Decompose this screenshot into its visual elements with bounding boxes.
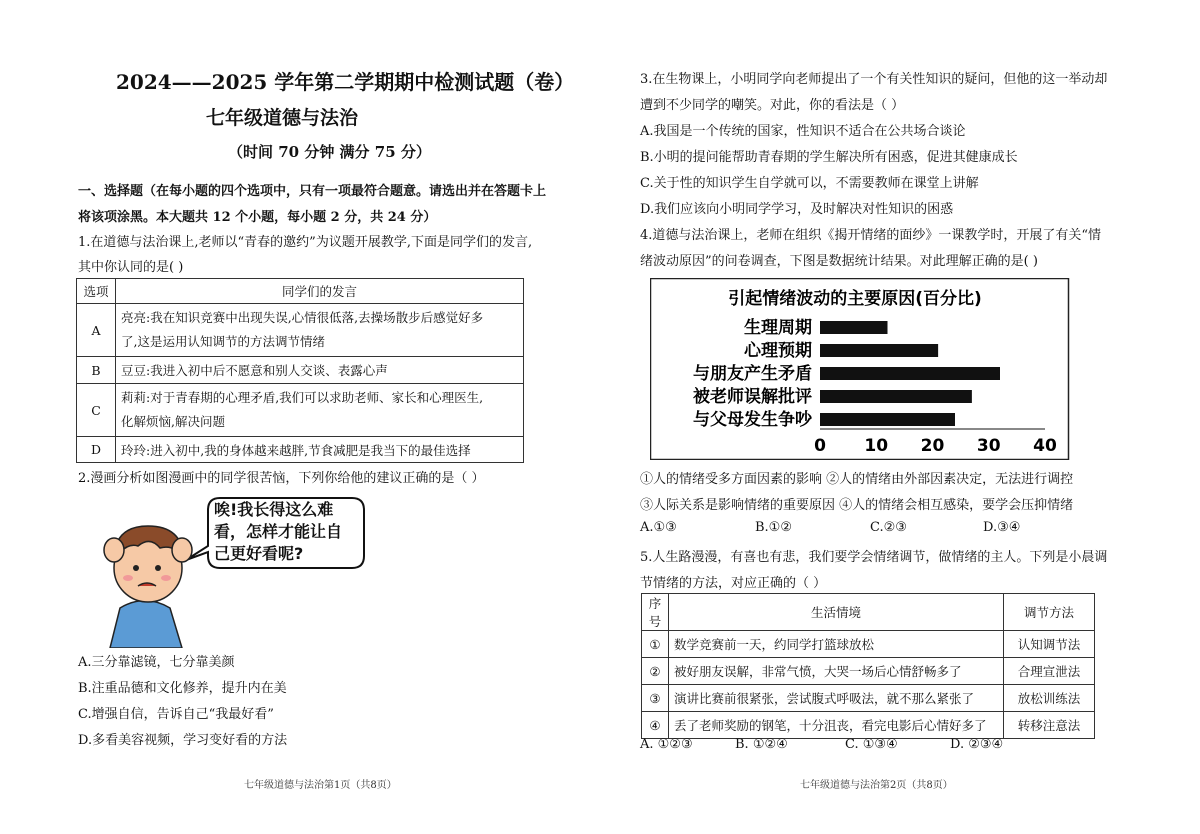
section1-line2: 将该项涂黑。本大题共 12 个小题，每小题 2 分，共 24 分） bbox=[78, 210, 437, 225]
q1-row-d-text1: 玲玲:进入初中,我的身体越来越胖,节食减肥是我当下的最佳选择 bbox=[116, 437, 524, 463]
left-hand bbox=[104, 538, 124, 562]
q5-row1-situation: 数学竞赛前一天，约同学打篮球放松 bbox=[669, 631, 1004, 658]
q1-row-c-text1: 莉莉:对于青春期的心理矛盾,我们可以求助老师、家长和心理医生, bbox=[121, 390, 484, 405]
q1-header-option: 选项 bbox=[77, 279, 116, 304]
q1-row-a-text2: 了,这是运用认知调节的方法调节情绪 bbox=[121, 334, 325, 349]
chart-tick-label: 10 bbox=[864, 436, 889, 456]
chart-tick-label: 20 bbox=[920, 436, 945, 456]
table-row bbox=[642, 712, 1095, 739]
q3-option-c: C.关于性的知识学生自学就可以，不需要教师在课堂上讲解 bbox=[640, 176, 979, 191]
q5-row4-situation: 丢了老师奖励的钢笔，十分沮丧，看完电影后心情好多了 bbox=[669, 712, 1004, 739]
q4-line1: 4.道德与法治课上，老师在组织《揭开情绪的面纱》一课教学时，开展了有关“情 bbox=[640, 228, 1102, 243]
chart-category-label: 生理周期 bbox=[744, 318, 812, 338]
q3-option-b: B.小明的提问能帮助青春期的学生解决所有困惑，促进其健康成长 bbox=[640, 150, 1018, 165]
q5-table bbox=[641, 593, 1095, 739]
q1-row-c-text2: 化解烦恼,解决问题 bbox=[121, 414, 225, 429]
bubble-line2: 看，怎样才能让自 bbox=[214, 522, 343, 541]
table-row bbox=[642, 631, 1095, 658]
right-eye bbox=[155, 565, 161, 571]
exam-subtitle: 七年级道德与法治 bbox=[206, 107, 359, 129]
chart-bar bbox=[820, 367, 1000, 380]
chart-title: 引起情绪波动的主要原因(百分比) bbox=[728, 289, 982, 309]
cheek bbox=[123, 575, 133, 581]
q1-header-speech: 同学们的发言 bbox=[116, 279, 524, 304]
chart-bar bbox=[820, 413, 955, 426]
q3-line1: 3.在生物课上，小明同学向老师提出了一个有关性知识的疑问，但他的这一举动却 bbox=[640, 72, 1108, 87]
q1-table bbox=[76, 278, 524, 463]
q3-option-a: A.我国是一个传统的国家，性知识不适合在公共场合谈论 bbox=[640, 124, 966, 139]
q2-option-a: A.三分靠滤镜，七分靠美颜 bbox=[78, 655, 235, 670]
q5-option-b: B. ①②④ bbox=[735, 737, 788, 752]
q1-row-b-text1: 豆豆:我进入初中后不愿意和别人交谈、表露心声 bbox=[116, 357, 524, 384]
q1-line1: 1.在道德与法治课上,老师以“青春的邀约”为议题开展教学,下面是同学们的发言, bbox=[78, 235, 533, 250]
q1-row-c-option: C bbox=[77, 384, 116, 437]
q1-row-d-option: D bbox=[77, 437, 116, 463]
q5-row4-method: 转移注意法 bbox=[1004, 712, 1095, 739]
q4-statements-line2: ③人际关系是影响情绪的重要原因 ④人的情绪会相互感染，要学会压抑情绪 bbox=[640, 498, 1074, 513]
table-row bbox=[77, 304, 524, 357]
q1-row-a-text1: 亮亮:我在知识竞赛中出现失误,心情很低落,去操场散步后感觉好多 bbox=[121, 310, 484, 325]
boy-shirt bbox=[110, 601, 182, 649]
q4-option-b: B.①② bbox=[755, 520, 792, 535]
q5-row4-index: ④ bbox=[642, 712, 669, 739]
q5-header-situation: 生活情境 bbox=[669, 594, 1004, 631]
chart-tick-label: 0 bbox=[814, 436, 826, 456]
q5-row1-index: ① bbox=[642, 631, 669, 658]
right-hand bbox=[172, 538, 192, 562]
table-row bbox=[77, 384, 524, 437]
chart-bar bbox=[820, 321, 888, 334]
q5-row2-method: 合理宣泄法 bbox=[1004, 658, 1095, 685]
time-info: （时间 70 分钟 满分 75 分） bbox=[228, 143, 431, 161]
q2-option-c: C.增强自信，告诉自己“我最好看” bbox=[78, 707, 274, 722]
q5-header-method: 调节方法 bbox=[1004, 594, 1095, 631]
q5-row2-index: ② bbox=[642, 658, 669, 685]
chart-category-label: 心理预期 bbox=[744, 341, 812, 361]
table-row bbox=[642, 658, 1095, 685]
table-row bbox=[77, 437, 524, 463]
left-footer: 七年级道德与法治第1页（共8页） bbox=[244, 780, 397, 791]
q5-row3-method: 放松训练法 bbox=[1004, 685, 1095, 712]
q4-option-a: A.①③ bbox=[640, 520, 677, 535]
left-eye bbox=[133, 565, 139, 571]
q4-option-c: C.②③ bbox=[870, 520, 907, 535]
table-row bbox=[77, 357, 524, 384]
chart-bar bbox=[820, 344, 938, 357]
bubble-line3: 己更好看呢? bbox=[214, 544, 304, 563]
section1-line1: 一、选择题（在每小题的四个选项中，只有一项最符合题意。请选出并在答题卡上 bbox=[78, 184, 547, 199]
q4-line2: 绪波动原因”的问卷调查，下图是数据统计结果。对此理解正确的是( ) bbox=[640, 254, 1038, 269]
exam-title: 2024——2025 学年第二学期期中检测试题（卷） bbox=[116, 70, 575, 94]
q5-option-d: D. ②③④ bbox=[950, 737, 1004, 752]
bubble-line1: 唉!我长得这么难 bbox=[214, 500, 334, 519]
right-footer: 七年级道德与法治第2页（共8页） bbox=[800, 780, 953, 791]
chart-category-label: 与父母发生争吵 bbox=[693, 410, 812, 430]
q5-row3-index: ③ bbox=[642, 685, 669, 712]
q5-header-index: 序号 bbox=[642, 594, 669, 631]
chart-category-label: 被老师误解批评 bbox=[693, 387, 812, 407]
right-page bbox=[600, 0, 1200, 834]
q2-option-b: B.注重品德和文化修养，提升内在美 bbox=[78, 681, 287, 696]
cheek bbox=[161, 575, 171, 581]
q5-option-c: C. ①③④ bbox=[845, 737, 898, 752]
q4-statements-line1: ①人的情绪受多方面因素的影响 ②人的情绪由外部因素决定，无法进行调控 bbox=[640, 472, 1074, 487]
q5-line2: 节情绪的方法，对应正确的（ ） bbox=[640, 576, 827, 591]
q3-line2: 遭到不少同学的嘲笑。对此，你的看法是（ ） bbox=[640, 98, 905, 113]
chart-tick-label: 30 bbox=[976, 436, 1001, 456]
q3-option-d: D.我们应该向小明同学学习，及时解决对性知识的困惑 bbox=[640, 202, 954, 217]
q5-option-a: A. ①②③ bbox=[640, 737, 693, 752]
chart-category-label: 与朋友产生矛盾 bbox=[693, 364, 812, 384]
bar-chart bbox=[650, 278, 1070, 460]
q2-option-d: D.多看美容视频，学习变好看的方法 bbox=[78, 733, 288, 748]
q5-line1: 5.人生路漫漫，有喜也有悲，我们要学会情绪调节，做情绪的主人。下列是小晨调 bbox=[640, 550, 1108, 565]
table-row bbox=[642, 685, 1095, 712]
chart-tick-label: 40 bbox=[1033, 436, 1057, 456]
q5-row1-method: 认知调节法 bbox=[1004, 631, 1095, 658]
q1-line2: 其中你认同的是( ) bbox=[78, 260, 184, 275]
q1-row-b-option: B bbox=[77, 357, 116, 384]
q5-row3-situation: 演讲比赛前很紧张，尝试腹式呼吸法，就不那么紧张了 bbox=[669, 685, 1004, 712]
q5-row2-situation: 被好朋友误解，非常气愤，大哭一场后心情舒畅多了 bbox=[669, 658, 1004, 685]
q2-line1: 2.漫画分析如图漫画中的同学很苦恼，下列你给他的建议正确的是（ ） bbox=[78, 471, 485, 486]
chart-bar bbox=[820, 390, 972, 403]
q4-option-d: D.③④ bbox=[983, 520, 1021, 535]
q1-row-a-option: A bbox=[77, 304, 116, 357]
